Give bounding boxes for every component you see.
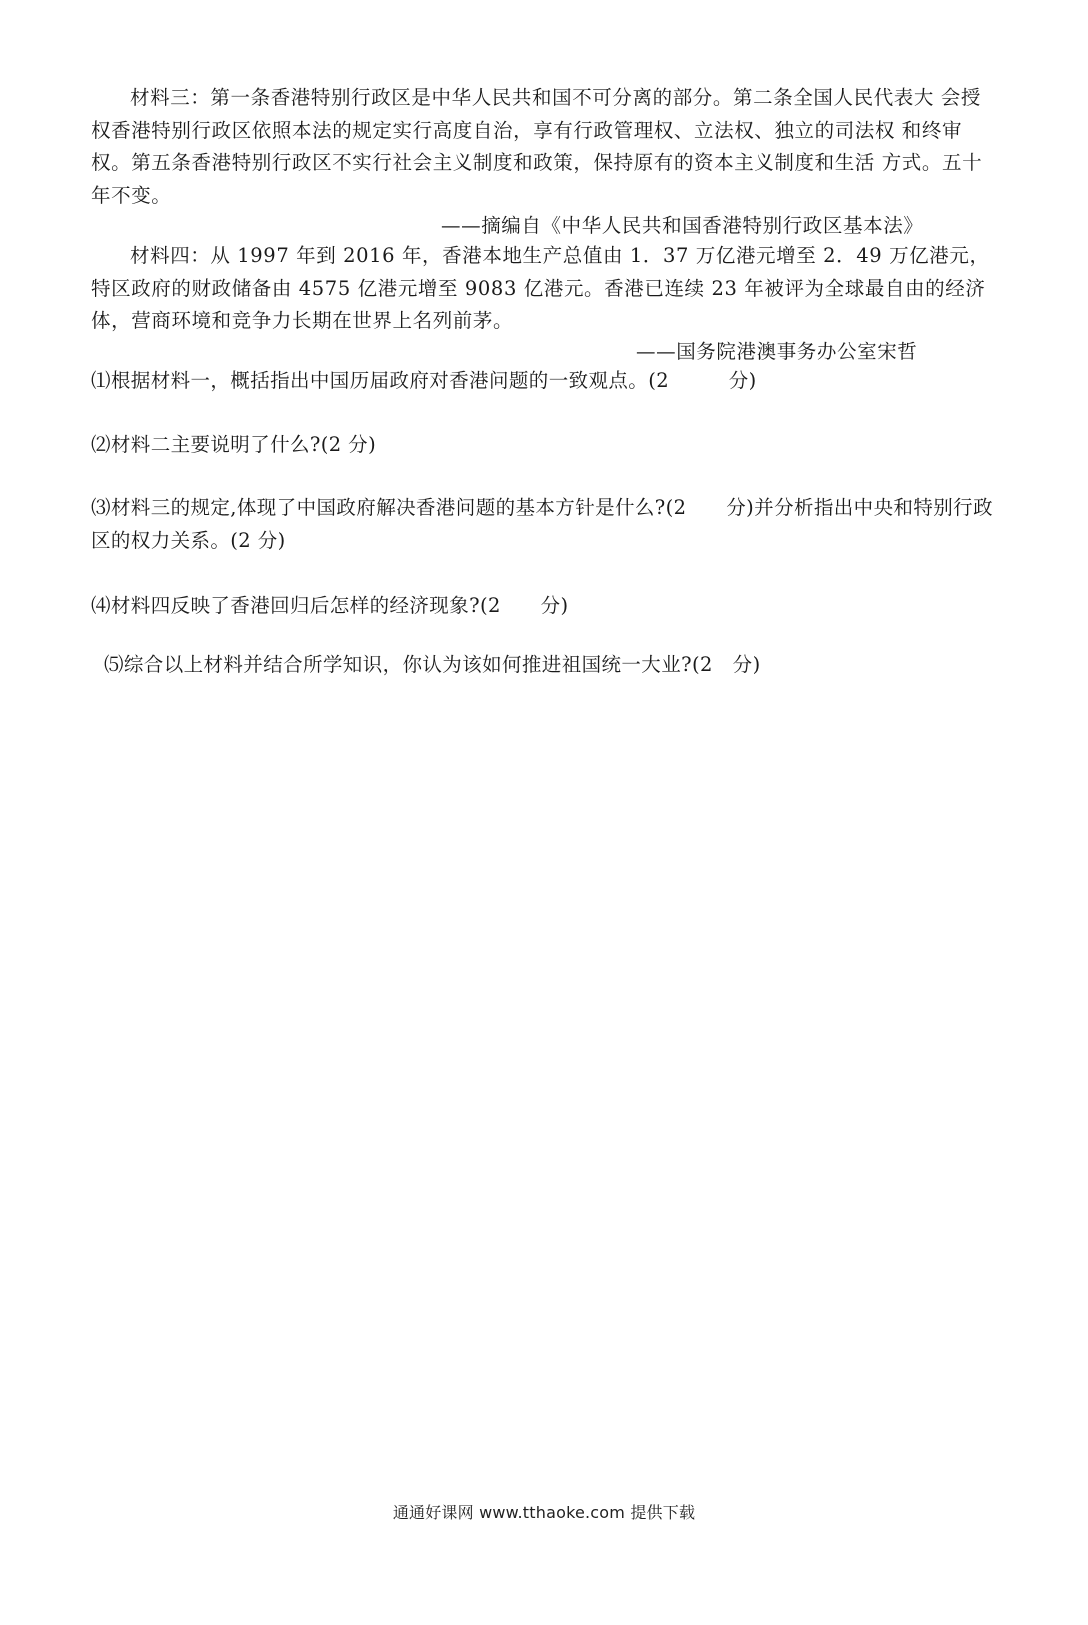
- material-3-source: ——摘编自《中华人民共和国香港特别行政区基本法》: [441, 214, 924, 237]
- question-5: ⑸综合以上材料并结合所学知识，你认为该如何推进祖国统一大业?(2 分): [104, 653, 761, 676]
- question-3: ⑶材料三的规定,体现了中国政府解决香港问题的基本方针是什么?(2 分)并分析指出中央和特别行政区的权力关系。(2 分): [91, 496, 993, 552]
- question-4: ⑷材料四反映了香港回归后怎样的经济现象?(2 分): [91, 594, 569, 617]
- material-3-paragraph: 材料三：第一条香港特别行政区是中华人民共和国不可分离的部分。第二条全国人民代表大 会授权香港特别行政区依照本法的规定实行高度自治，享有行政管理权、立法权、独立的司法权 和终审权。第五条香港特别行政区不实行社会主义制度和政策，保持原有的资本主义制度和生活 方式。五十年不变。: [91, 86, 983, 207]
- question-2: ⑵材料二主要说明了什么?(2 分): [91, 433, 377, 456]
- footer-download-note: 通通好课网 www.tthaoke.com 提供下载: [392, 1503, 696, 1522]
- question-1: ⑴根据材料一，概括指出中国历届政府对香港问题的一致观点。(2 分): [91, 369, 757, 392]
- material-4-source: ——国务院港澳事务办公室宋哲: [636, 340, 918, 363]
- material-4-paragraph: 材料四：从 1997 年到 2016 年，香港本地生产总值由 1．37 万亿港元增至 2．49 万亿港元，特区政府的财政储备由 4575 亿港元增至 9083 亿港元。香港已连续 23 年被评为全球最自由的经济体，营商环境和竞争力长期在世界上名列前茅。: [91, 244, 990, 332]
